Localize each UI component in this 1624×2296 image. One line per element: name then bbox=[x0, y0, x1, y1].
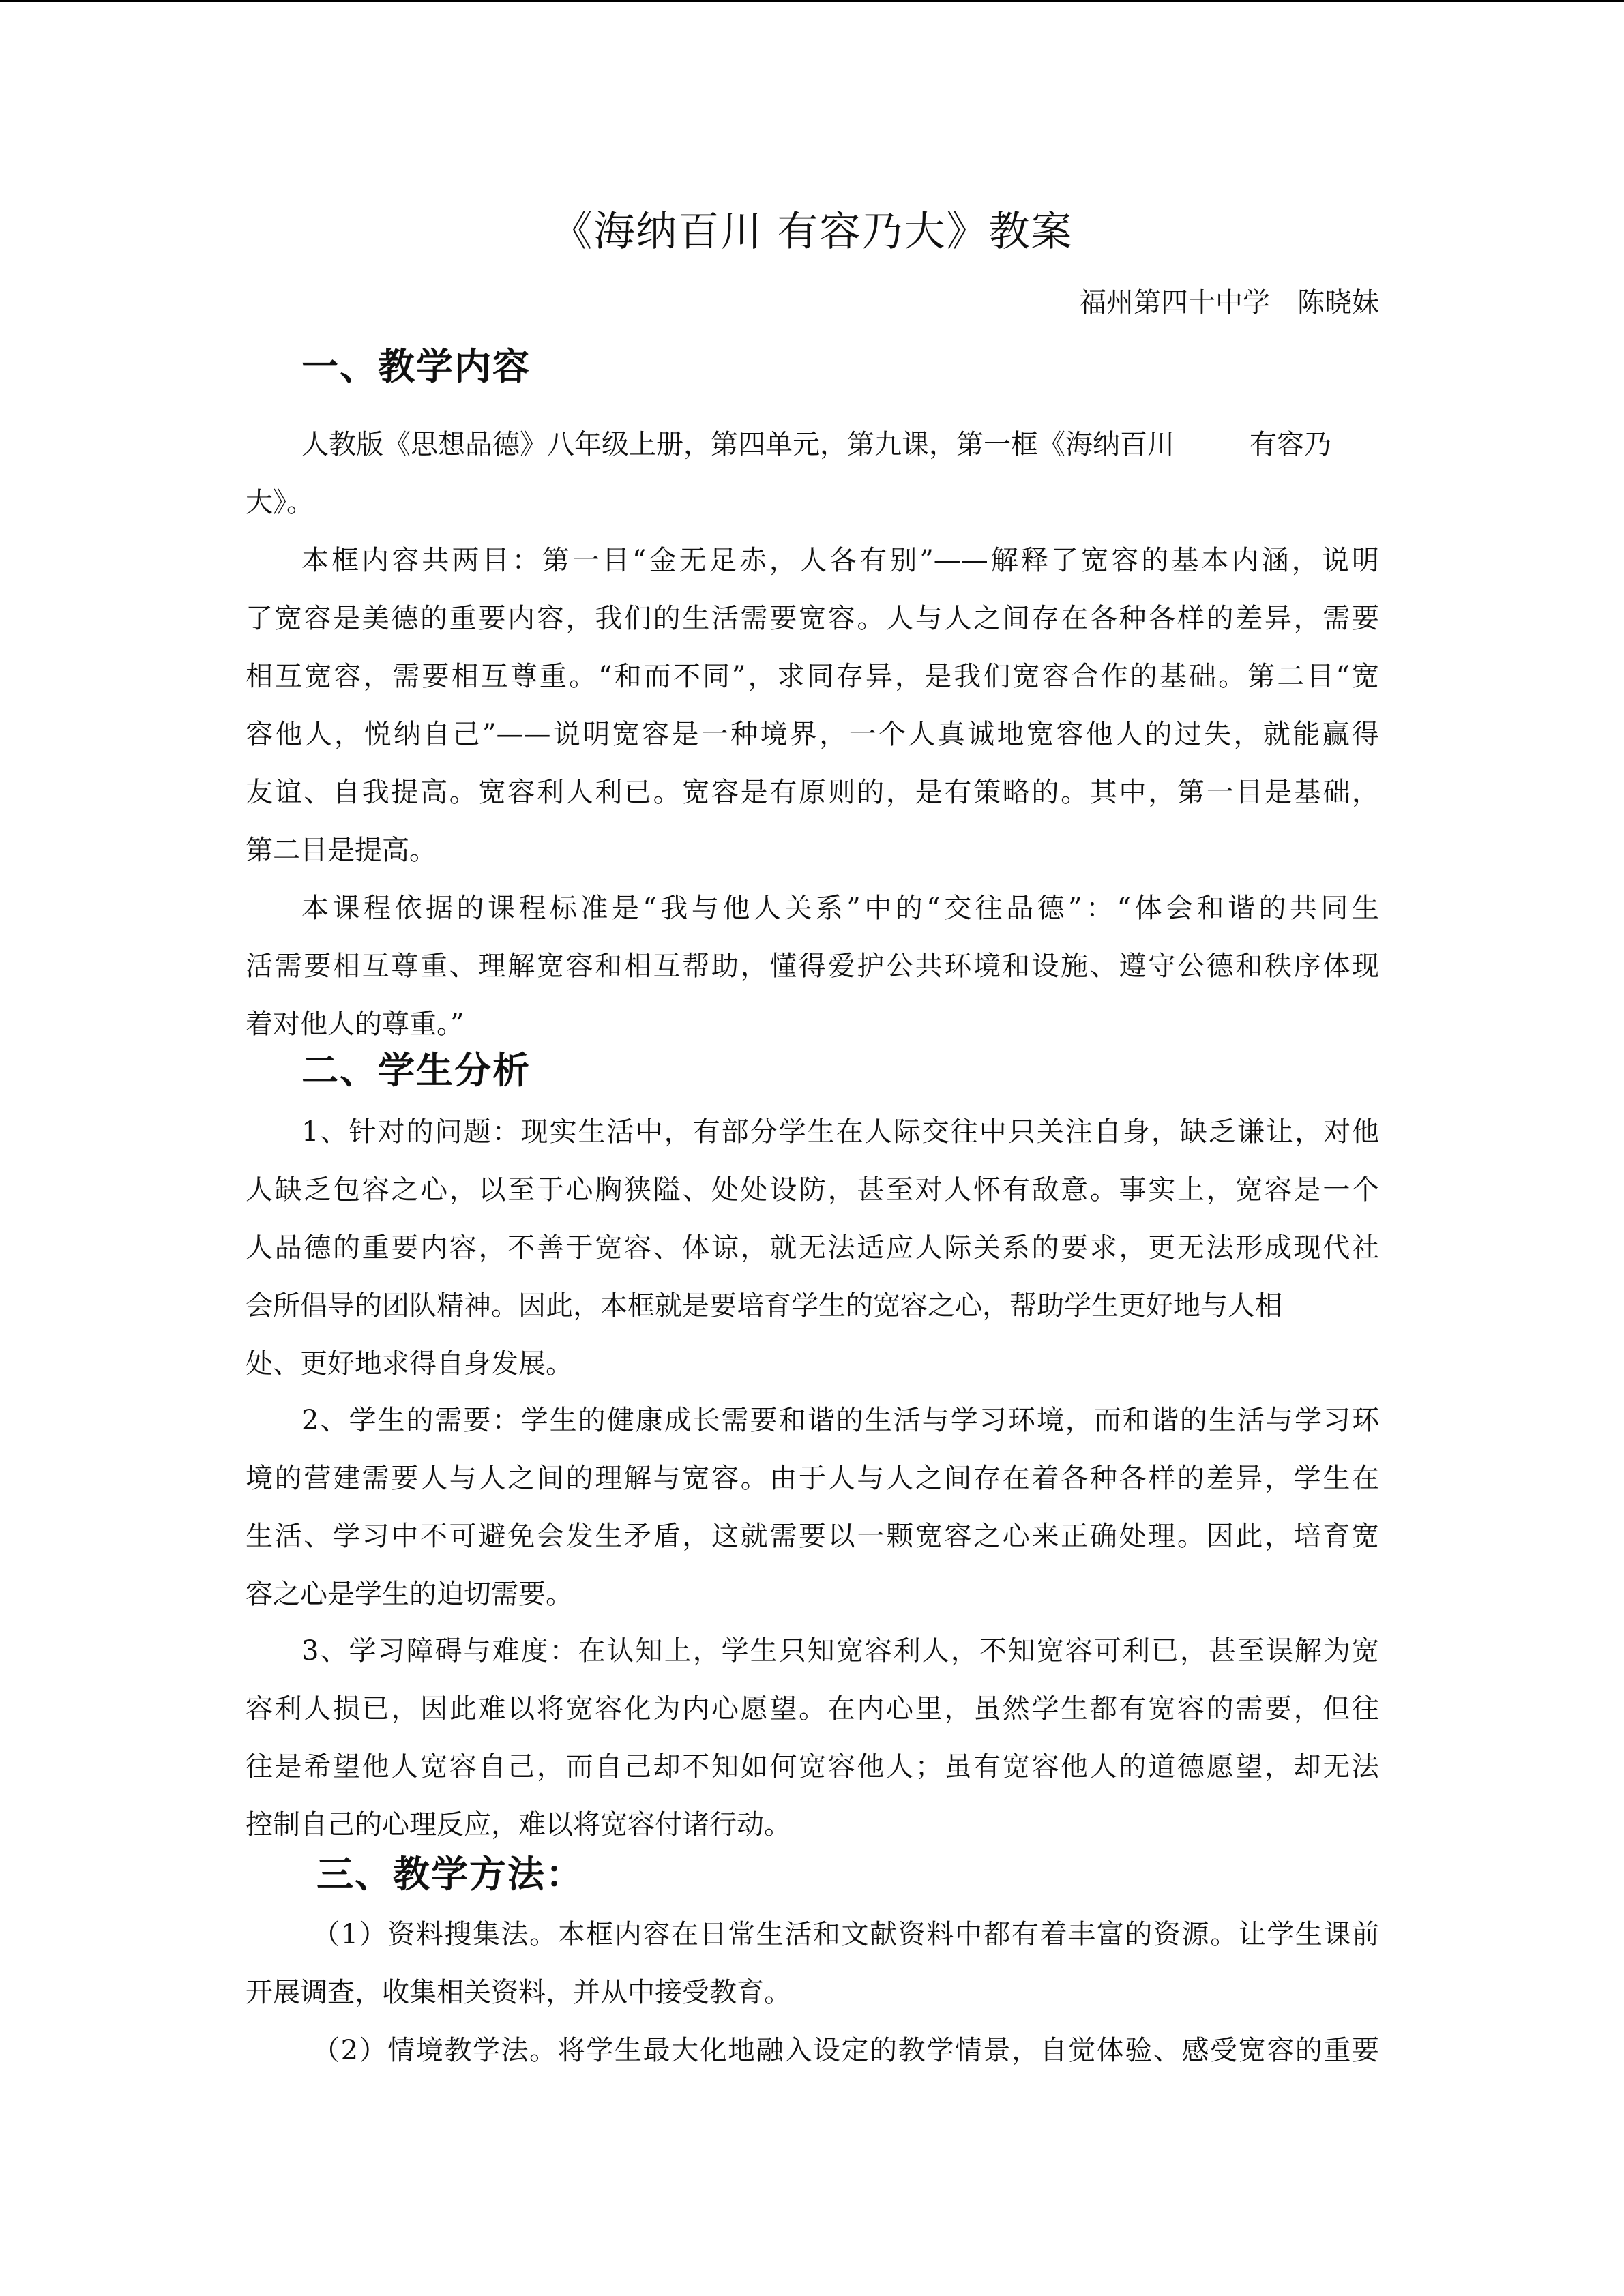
paragraph-method-situational bbox=[246, 2022, 1379, 2080]
paragraph-line: （2）情境教学法。将学生最大化地融入设定的教学情景，自觉体验、感受宽容的重要 bbox=[312, 2035, 1379, 2066]
paragraph-line: 容之心是学生的迫切需要。 bbox=[246, 1579, 573, 1610]
paragraph-line: 友谊、自我提高。宽容利人利已。宽容是有原则的，是有策略的。其中，第一目是基础， bbox=[246, 777, 1379, 808]
section-heading-student-analysis: 二、学生分析 bbox=[301, 1049, 531, 1092]
document-title: 《海纳百川 有容乃大》教案 bbox=[551, 208, 1074, 256]
section-heading-teaching-methods: 三、教学方法： bbox=[316, 1853, 584, 1896]
paragraph-line: 了宽容是美德的重要内容，我们的生活需要宽容。人与人之间存在各种各样的差异，需要 bbox=[246, 603, 1379, 634]
paragraph-content-overview bbox=[246, 532, 1379, 880]
paragraph-line: 本框内容共两目：第一目“金无足赤，人各有别”——解释了宽容的基本内涵，说明 bbox=[301, 545, 1379, 576]
paragraph-line: 人品德的重要内容，不善于宽容、体谅，就无法适应人际关系的要求，更无法形成现代社 bbox=[246, 1232, 1379, 1264]
paragraph-line: 会所倡导的团队精神。因此，本框就是要培育学生的宽容之心，帮助学生更好地与人相 bbox=[246, 1290, 1282, 1322]
paragraph-method-research bbox=[246, 1906, 1379, 2022]
section-heading-teaching-content: 一、教学内容 bbox=[301, 345, 531, 388]
paragraph-textbook bbox=[246, 416, 1379, 532]
author-line bbox=[1079, 284, 1379, 322]
paragraph-student-needs bbox=[246, 1392, 1379, 1624]
paragraph-line: 控制自己的心理反应，难以将宽容付诸行动。 bbox=[246, 1809, 791, 1840]
top-border-rule bbox=[0, 0, 1624, 2]
paragraph-learning-obstacles bbox=[246, 1622, 1379, 1854]
paragraph-line: 本课程依据的课程标准是“我与他人关系”中的“交往品德”：“体会和谐的共同生 bbox=[301, 893, 1379, 924]
paragraph-line: 处、更好地求得自身发展。 bbox=[246, 1348, 573, 1380]
paragraph-problem bbox=[246, 1103, 1379, 1393]
author-school: 福州第四十中学 bbox=[1079, 287, 1270, 318]
paragraph-line: 生活、学习中不可避免会发生矛盾，这就需要以一颗宽容之心来正确处理。因此，培育宽 bbox=[246, 1521, 1379, 1552]
paragraph-line: 往是希望他人宽容自己，而自己却不知如何宽容他人；虽有宽容他人的道德愿望，却无法 bbox=[246, 1751, 1379, 1783]
paragraph-line: 人缺乏包容之心，以至于心胸狭隘、处处设防，甚至对人怀有敌意。事实上，宽容是一个 bbox=[246, 1174, 1379, 1206]
paragraph-line: 第二目是提高。 bbox=[246, 835, 437, 866]
paragraph-line: 活需要相互尊重、理解宽容和相互帮助，懂得爱护公共环境和设施、遵守公德和秩序体现 bbox=[246, 951, 1379, 982]
paragraph-line: 1、针对的问题：现实生活中，有部分学生在人际交往中只关注自身，缺乏谦让，对他 bbox=[301, 1116, 1379, 1148]
paragraph-line: 容利人损已，因此难以将宽容化为内心愿望。在内心里，虽然学生都有宽容的需要，但往 bbox=[246, 1693, 1379, 1725]
paragraph-line: 境的营建需要人与人之间的理解与宽容。由于人与人之间存在着各种各样的差异，学生在 bbox=[246, 1463, 1379, 1494]
paragraph-curriculum-standard bbox=[246, 880, 1379, 1054]
paragraph-line: 容他人，悦纳自己”——说明宽容是一种境界，一个人真诚地宽容他人的过失，就能赢得 bbox=[246, 719, 1379, 750]
paragraph-line: 大》。 bbox=[246, 487, 314, 518]
paragraph-line: 相互宽容，需要相互尊重。“和而不同”，求同存异，是我们宽容合作的基础。第二目“宽 bbox=[246, 661, 1379, 692]
paragraph-line: 人教版《思想品德》八年级上册，第四单元，第九课，第一框《海纳百川 有容乃 bbox=[301, 429, 1331, 460]
paragraph-line: 2、学生的需要：学生的健康成长需要和谐的生活与学习环境，而和谐的生活与学习环 bbox=[301, 1405, 1379, 1436]
paragraph-line: 3、学习障碍与难度：在认知上，学生只知宽容利人，不知宽容可利已，甚至误解为宽 bbox=[301, 1635, 1379, 1667]
paragraph-line: （1）资料搜集法。本框内容在日常生活和文献资料中都有着丰富的资源。让学生课前 bbox=[312, 1919, 1379, 1950]
paragraph-line: 着对他人的尊重。” bbox=[246, 1009, 464, 1040]
paragraph-line: 开展调查，收集相关资料，并从中接受教育。 bbox=[246, 1977, 791, 2008]
author-name: 陈晓妹 bbox=[1297, 287, 1379, 318]
